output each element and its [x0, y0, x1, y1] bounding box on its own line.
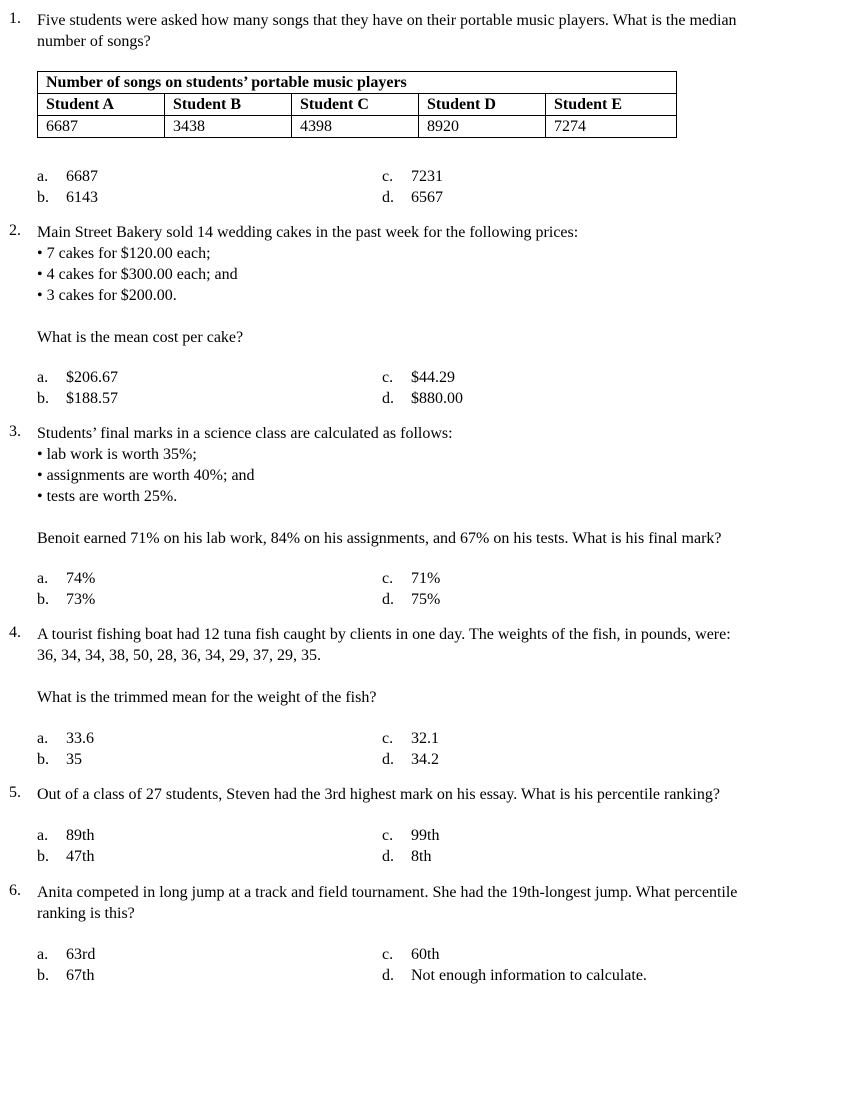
question-number: 3. — [9, 423, 21, 440]
question-line: Main Street Bakery sold 14 wedding cakes in the past week for the following prices: — [37, 224, 579, 241]
question-number: 1. — [9, 10, 21, 27]
question-text — [37, 624, 837, 708]
question-line: A tourist fishing boat had 12 tuna fish caught by clients in one day. The weights of the fish, in pounds, were: — [37, 626, 731, 643]
choice-d[interactable]: d. 75% — [382, 591, 441, 608]
question-text — [37, 222, 837, 348]
question-number: 6. — [9, 882, 21, 899]
choice-b[interactable]: b. $188.57 — [37, 390, 118, 407]
question-text — [37, 423, 837, 549]
bullet-item: • 3 cakes for $200.00. — [37, 287, 177, 304]
choice-a[interactable]: a. 89th — [37, 827, 95, 844]
question-prompt: Benoit earned 71% on his lab work, 84% on his assignments, and 67% on his tests. What is his final mark? — [37, 530, 722, 547]
choice-c[interactable]: c. 99th — [382, 827, 440, 844]
question-line: Anita competed in long jump at a track and field tournament. She had the 19th-longest jump. What percentile — [37, 884, 738, 901]
bullet-item: • 7 cakes for $120.00 each; — [37, 245, 211, 262]
table-cell: 4398 — [292, 116, 419, 138]
question-line: Five students were asked how many songs that they have on their portable music players. What is the median — [37, 12, 737, 29]
choice-c[interactable]: c. $44.29 — [382, 369, 455, 386]
question-line: ranking is this? — [37, 905, 135, 922]
question-text — [37, 10, 837, 52]
question-prompt: What is the mean cost per cake? — [37, 329, 244, 346]
table-header-cell: Student E — [546, 94, 677, 116]
question-number: 2. — [9, 222, 21, 239]
table-header-cell: Student D — [419, 94, 546, 116]
table-row — [38, 116, 677, 138]
choice-a[interactable]: a. $206.67 — [37, 369, 118, 386]
question-line: Out of a class of 27 students, Steven had the 3rd highest mark on his essay. What is his percentile ranking? — [37, 786, 720, 803]
bullet-item: • assignments are worth 40%; and — [37, 467, 255, 484]
question-prompt: What is the trimmed mean for the weight of the fish? — [37, 689, 377, 706]
choice-d[interactable]: d. 8th — [382, 848, 432, 865]
question-number: 5. — [9, 784, 21, 801]
choice-b[interactable]: b. 35 — [37, 751, 82, 768]
table-cell: 8920 — [419, 116, 546, 138]
bullet-item: • lab work is worth 35%; — [37, 446, 197, 463]
choice-d[interactable]: d. 34.2 — [382, 751, 439, 768]
table-caption-row — [38, 72, 677, 94]
choice-c[interactable]: c. 60th — [382, 946, 440, 963]
question-number: 4. — [9, 624, 21, 641]
choice-a[interactable]: a. 33.6 — [37, 730, 94, 747]
choice-a[interactable]: a. 63rd — [37, 946, 96, 963]
table-header-cell: Student C — [292, 94, 419, 116]
question-line: number of songs? — [37, 33, 151, 50]
choice-d[interactable]: d. $880.00 — [382, 390, 463, 407]
choice-d[interactable]: d. Not enough information to calculate. — [382, 967, 647, 984]
choice-b[interactable]: b. 67th — [37, 967, 95, 984]
choice-a[interactable]: a. 74% — [37, 570, 96, 587]
table-header-cell: Student A — [38, 94, 165, 116]
table-cell: 3438 — [165, 116, 292, 138]
question-text — [37, 784, 837, 805]
choice-c[interactable]: c. 32.1 — [382, 730, 439, 747]
choice-a[interactable]: a. 6687 — [37, 168, 98, 185]
choice-b[interactable]: b. 73% — [37, 591, 96, 608]
table-cell: 7274 — [546, 116, 677, 138]
songs-table — [37, 71, 677, 138]
table-cell: 6687 — [38, 116, 165, 138]
bullet-item: • 4 cakes for $300.00 each; and — [37, 266, 238, 283]
choice-d[interactable]: d. 6567 — [382, 189, 443, 206]
question-text — [37, 882, 837, 924]
bullet-item: • tests are worth 25%. — [37, 488, 178, 505]
question-line: Students’ final marks in a science class are calculated as follows: — [37, 425, 453, 442]
table-caption: Number of songs on students’ portable music players — [38, 72, 677, 94]
choice-b[interactable]: b. 6143 — [37, 189, 98, 206]
question-line: 36, 34, 34, 38, 50, 28, 36, 34, 29, 37, 29, 35. — [37, 647, 321, 664]
table-header-row — [38, 94, 677, 116]
table-header-cell: Student B — [165, 94, 292, 116]
choice-c[interactable]: c. 71% — [382, 570, 441, 587]
choice-c[interactable]: c. 7231 — [382, 168, 443, 185]
choice-b[interactable]: b. 47th — [37, 848, 95, 865]
